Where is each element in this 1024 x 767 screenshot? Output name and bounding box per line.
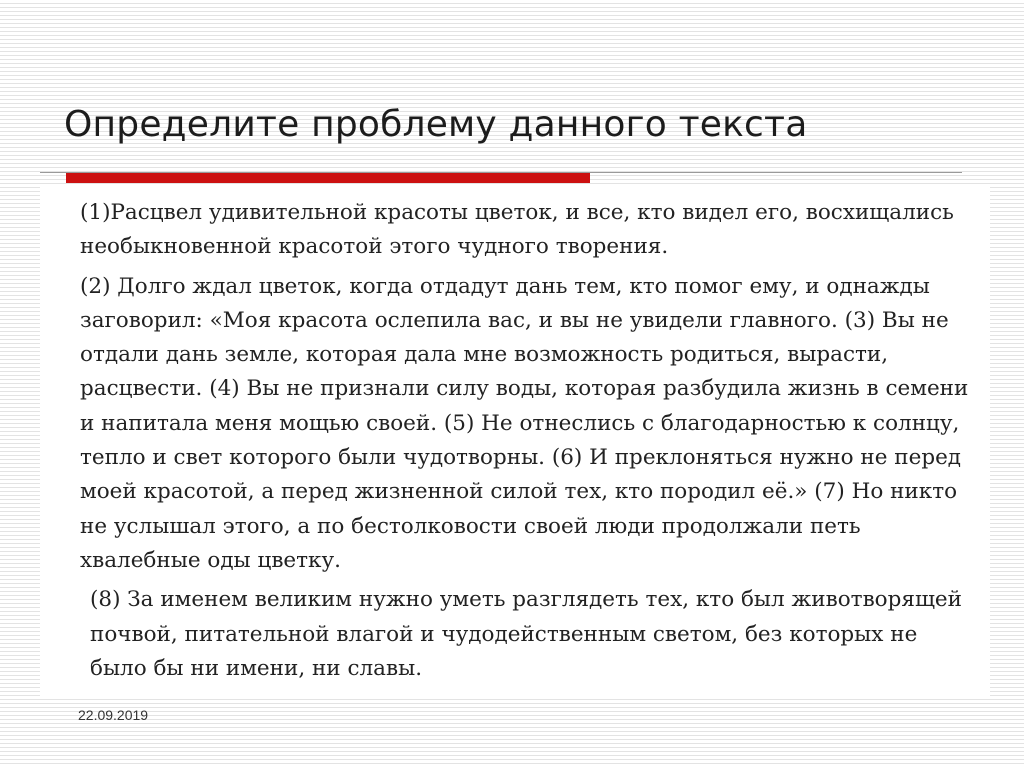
paragraph-1: (1)Расцвел удивительной красоты цветок, и все, кто видел его, восхищались необыкновенной красотой этого чудного творения. [80,200,954,260]
title-accent-bar [66,173,590,183]
slide-date: 22.09.2019 [78,707,149,723]
text-body [80,196,980,691]
paragraph-3: (8) За именем великим нужно уметь разглядеть тех, кто был животворящей почвой, питательной влагой и чудодейственным светом, без которых не было бы ни имени, ни славы. [90,587,962,681]
paragraph-2: (2) Долго ждал цветок, когда отдадут дань тем, кто помог ему, и однажды заговорил: «Моя красота ослепила вас, и вы не увидели главного. (3) Вы не отдали дань земле, которая дала мне возможность родиться, вырасти, расцвести. (4) Вы не признали силу воды, которая разбудила жизнь в семени и напитала меня мощью своей. (5) Не отнеслись с благодарностью к солнцу, тепло и свет которого были чудотворны. (6) И преклоняться нужно не перед моей красотой, а перед жизненной силой тех, кто породил её.» (7) Но никто не услышал этого, а по бестолковости своей люди продолжали петь хвалебные оды цветку. [80,273,969,573]
slide-title: Определите проблему данного текста [64,104,808,145]
